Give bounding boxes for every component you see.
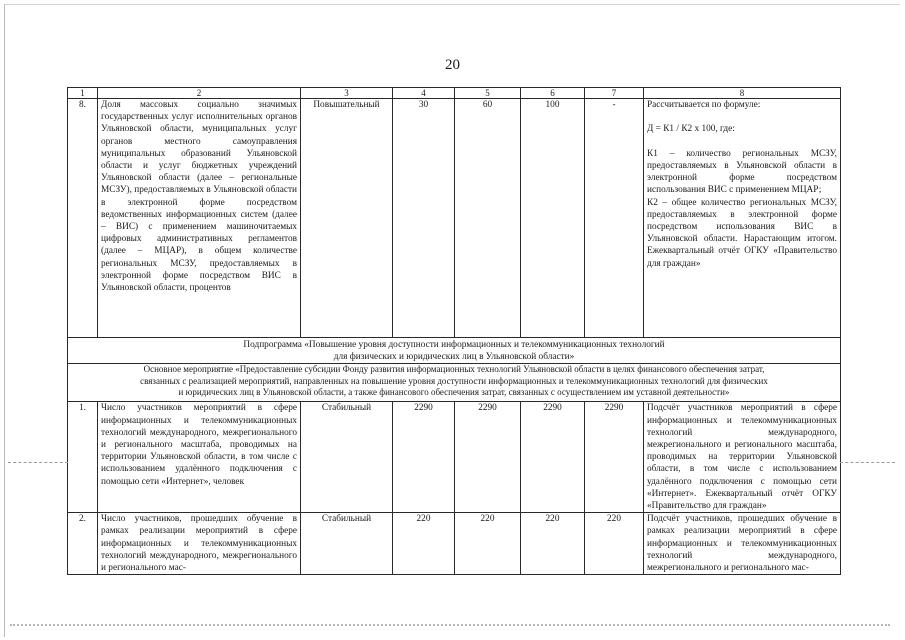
value-col5: 220: [455, 513, 521, 575]
value-col7: -: [585, 99, 644, 338]
value-col6: 2290: [521, 402, 585, 513]
value-col5: 2290: [455, 402, 521, 513]
calculation-method: Подсчёт участников мероприятий в сфере информационных и телекоммуникационных технологий международного, межрегионального и регионального масштаба, проводимых на территории Ульяновской области, в том числе с использованием удалённого подключения с помощью сети «Интернет». Ежеквартальный отчёт ОГКУ «Правительство для граждан»: [644, 402, 841, 513]
row-number: 1.: [68, 402, 98, 513]
scan-artifact-dots: [10, 624, 890, 626]
table-row: [68, 513, 841, 575]
indicator-name: Число участников, прошедших обучение в рамках реализации мероприятий в сфере информационных и телекоммуникационных технологий международного, межрегионального и регионального мас-: [98, 513, 301, 575]
table-row: [68, 99, 841, 338]
row-number: 8.: [68, 99, 98, 338]
column-header: 3: [301, 88, 393, 99]
value-col7: 2290: [585, 402, 644, 513]
column-header: 6: [521, 88, 585, 99]
main-event-row: [68, 364, 841, 402]
calculation-method: Подсчёт участников, прошедших обучение в рамках реализации мероприятий в сфере информационных и телекоммуникационных технологий международного, межрегионального и регионального мас-: [644, 513, 841, 575]
subprogram-title: Подпрограмма «Повышение уровня доступности информационных и телекоммуникационных технологий для физических и юридических лиц в Ульяновской области»: [68, 338, 841, 364]
value-col6: 100: [521, 99, 585, 338]
value-col4: 220: [393, 513, 455, 575]
value-col5: 60: [455, 99, 521, 338]
column-header: 5: [455, 88, 521, 99]
column-header: 1: [68, 88, 98, 99]
scan-artifact-line: [840, 462, 895, 463]
table-row: [68, 402, 841, 513]
indicator-name: Число участников мероприятий в сфере информационных и телекоммуникационных технологий международного, межрегионального и регионального масштаба, проводимых на территории Ульяновской области, в том числе с использованием удалённого подключения с помощью сети «Интернет», человек: [98, 402, 301, 513]
indicator-name: Доля массовых социально значимых государственных услуг исполнительных органов Ульяновской области, муниципальных услуг органов местного самоуправления муниципальных образований Ульяновской области и услуг бюджетных учреждений Ульяновской области (далее – региональные МСЗУ), предоставляемых в Ульяновской области в электронной форме посредством ведомственных информационных систем (далее – ВИС) с применением машиночитаемых цифровых административных регламентов (далее – МЦАР), в общем количестве региональных МСЗУ, предоставляемых в электронной форме посредством ВИС в Ульяновской области, процентов: [98, 99, 301, 338]
column-header: 4: [393, 88, 455, 99]
indicator-type: Стабильный: [301, 402, 393, 513]
calculation-method: Рассчитывается по формуле: Д = К1 / К2 х 100, где: К1 – количество региональных МСЗУ, предоставляемых в Ульяновской области в электронной форме посредством использования ВИС с применением МЦАР; К2 – общее количество региональных МСЗУ, предоставляемых в электронной форме посредством использования ВИС в Ульяновской области. Нарастающим итогом. Ежеквартальный отчёт ОГКУ «Правительство для граждан»: [644, 99, 841, 338]
value-col4: 30: [393, 99, 455, 338]
column-header: 8: [644, 88, 841, 99]
column-header: 2: [98, 88, 301, 99]
main-event-title: Основное мероприятие «Предоставление субсидии Фонду развития информационных технологий Ульяновской области в целях финансового обеспечения затрат, связанных с реализацией мероприятий, направленных на повышение уровня доступности информационных и телекоммуникационных технологий для физических и юридических лиц в Ульяновской области, а также финансового обеспечения затрат, связанных с осуществлением им уставной деятельности»: [68, 364, 841, 402]
indicator-type: Стабильный: [301, 513, 393, 575]
value-col4: 2290: [393, 402, 455, 513]
column-number-row: [68, 88, 841, 99]
value-col7: 220: [585, 513, 644, 575]
value-col6: 220: [521, 513, 585, 575]
column-header: 7: [585, 88, 644, 99]
indicator-table: [67, 87, 841, 575]
row-number: 2.: [68, 513, 98, 575]
page-number: 20: [445, 57, 460, 73]
indicator-type: Повышательный: [301, 99, 393, 338]
scan-artifact-line: [8, 462, 68, 463]
subprogram-row: [68, 338, 841, 364]
